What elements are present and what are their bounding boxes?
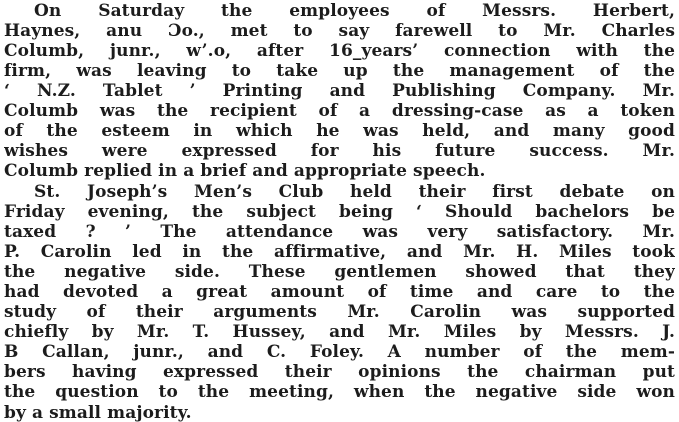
- text-line: Columb, junr., w’.o, after 16_years’ connection with the: [4, 41, 675, 62]
- text-line: St. Joseph’s Men’s Club held their first debate on: [34, 182, 675, 202]
- text-line: study of their arguments Mr. Carolin was supported: [4, 302, 675, 323]
- paragraph-farewell: [4, 1, 675, 181]
- text-line: firm, was leaving to take up the management of the: [4, 61, 675, 82]
- text-line: chiefly by Mr. T. Hussey, and Mr. Miles by Messrs. J.: [4, 322, 675, 343]
- text-line: On Saturday the employees of Messrs. Herbert,: [34, 1, 675, 21]
- text-line: the question to the meeting, when the negative side won: [4, 382, 675, 403]
- text-line: Friday evening, the subject being ‘ Should bachelors be: [4, 202, 675, 223]
- text-line: wishes were expressed for his future success. Mr.: [4, 141, 675, 162]
- text-line: taxed ? ’ The attendance was very satisfactory. Mr.: [4, 222, 675, 243]
- text-line: by a small majority.: [4, 402, 192, 422]
- text-line: B Callan, junr., and C. Foley. A number of the mem-: [4, 342, 675, 363]
- paragraph-debate: [4, 182, 675, 422]
- text-line: bers having expressed their opinions the chairman put: [4, 362, 675, 383]
- text-line: had devoted a great amount of time and care to the: [4, 282, 675, 303]
- text-line: of the esteem in which he was held, and many good: [4, 121, 675, 142]
- text-line: the negative side. These gentlemen showed that they: [4, 262, 675, 283]
- text-line: ‘ N.Z. Tablet ’ Printing and Publishing Company. Mr.: [4, 81, 675, 102]
- text-line: Haynes, anu Ɔo., met to say farewell to Mr. Charles: [4, 21, 675, 42]
- text-line: Columb replied in a brief and appropriate speech.: [4, 161, 486, 182]
- text-line: P. Carolin led in the affirmative, and Mr. H. Miles took: [4, 242, 675, 263]
- text-line: Columb was the recipient of a dressing-case as a token: [4, 101, 675, 122]
